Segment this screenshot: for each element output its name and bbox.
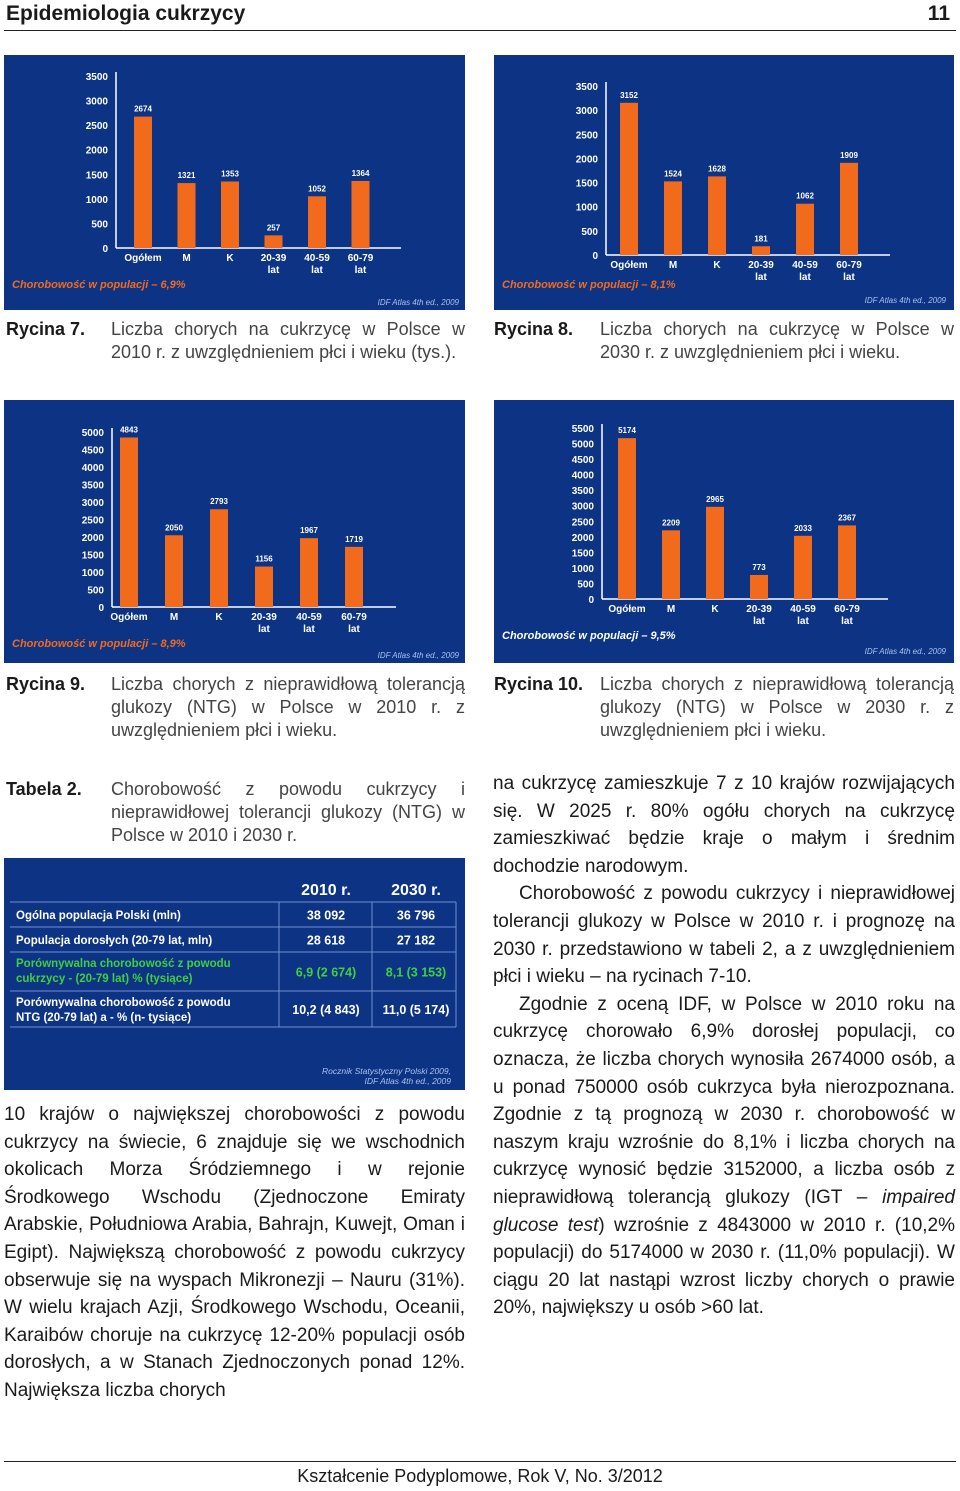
x-tick-label: 20-39	[251, 612, 277, 623]
bar-3	[752, 246, 770, 255]
x-tick-label: K	[226, 253, 234, 264]
bar-2	[210, 509, 228, 607]
x-tick-label: K	[215, 612, 223, 623]
bar-0	[618, 438, 636, 599]
y-tick-label: 2000	[575, 154, 598, 166]
x-tick-label-unit: lat	[267, 265, 280, 276]
bar-1	[178, 183, 196, 248]
table-cell-2010: 28 618	[306, 933, 346, 948]
table-cell-2010: 6,9 (2 674)	[295, 965, 357, 980]
table-source-note: Rocznik Statystyczny Polski 2009,	[322, 1066, 451, 1076]
figure-10-svg	[494, 400, 954, 663]
y-tick-label: 4000	[571, 470, 594, 482]
data-label: 1967	[300, 526, 318, 536]
y-tick-label: 3000	[81, 498, 104, 509]
body-paragraph: na cukrzycę zamieszkuje 7 z 10 krajów rozwijających się. W 2025 r. 80% ogółu chorych na cukrzycę zamieszkiwać będzie kraje o małym i średnim dochodzie narodowym.	[493, 773, 955, 877]
y-tick-label: 500	[581, 226, 598, 238]
data-label: 1156	[255, 554, 273, 564]
bar-2	[708, 176, 726, 255]
x-tick-label: Ogółem	[610, 260, 648, 271]
table-cell-2030: 8,1 (3 153)	[385, 965, 447, 980]
bar-4	[308, 196, 326, 248]
data-label: 1719	[345, 534, 363, 544]
y-tick-label: 2500	[575, 130, 598, 142]
y-tick-label: 1500	[81, 550, 104, 562]
body-paragraph	[493, 991, 955, 1322]
bar-1	[662, 530, 680, 599]
source-note: IDF Atlas 4th ed., 2009	[377, 298, 459, 307]
y-tick-label: 4000	[81, 463, 104, 474]
y-tick-label: 2000	[571, 532, 594, 544]
y-tick-label: 1000	[571, 563, 594, 575]
data-label: 181	[754, 234, 768, 244]
x-tick-label: K	[711, 604, 719, 615]
figure-10-caption-text: Liczba chorych z nieprawidłową tolerancją glukozy (NTG) w Polsce w 2030 r. z uwzględnieniem płci i wieku.	[600, 674, 954, 740]
y-tick-label: 4500	[571, 455, 594, 467]
x-tick-label-unit: lat	[258, 624, 270, 635]
bar-4	[796, 204, 814, 255]
x-tick-label: Ogółem	[124, 253, 162, 264]
data-label: 3152	[620, 90, 638, 100]
table-2-caption	[6, 778, 465, 850]
table-cell-2030: 27 182	[396, 933, 436, 948]
figure-10-label: Rycina 10.	[494, 674, 584, 694]
x-tick-label: 20-39	[260, 253, 287, 264]
y-tick-label: 2500	[85, 121, 108, 133]
x-tick-label-unit: lat	[348, 624, 360, 635]
y-tick-label: 1000	[575, 202, 598, 214]
y-tick-label: 1000	[85, 194, 108, 206]
body-paragraph: Chorobowość z powodu cukrzycy i nieprawidłowej tolerancji glukozy w Polsce w 2010 r. i prognozę na 2030 r. przedstawiono w tabeli 2, a z uwzględnieniem płci i wieku – na rycinach 7-10.	[493, 883, 955, 988]
data-label: 2050	[165, 523, 183, 533]
x-tick-label-unit: lat	[843, 272, 855, 283]
x-tick-label: M	[169, 612, 179, 623]
bar-5	[840, 163, 858, 255]
figure-9-chart	[4, 400, 465, 663]
x-tick-label-unit: lat	[797, 616, 809, 627]
data-label: 1062	[796, 191, 814, 201]
footer: Kształcenie Podyplomowe, Rok V, No. 3/2012	[297, 1466, 663, 1486]
y-tick-label: 2000	[85, 145, 108, 157]
data-label: 1052	[308, 184, 326, 194]
y-tick-label: 5000	[81, 428, 104, 439]
bar-5	[838, 525, 856, 599]
bar-0	[134, 117, 152, 248]
table-cell-2010: 38 092	[306, 908, 346, 923]
figure-7-svg	[4, 55, 465, 310]
x-tick-label-unit: lat	[303, 624, 315, 635]
data-label: 2965	[706, 494, 724, 504]
figure-8-label: Rycina 8.	[494, 319, 574, 339]
body-column-left	[4, 1101, 465, 1405]
table-cell-2010: 10,2 (4 843)	[292, 1003, 360, 1017]
x-tick-label: 60-79	[341, 612, 367, 623]
body-column-right	[493, 770, 955, 1322]
figure-10-caption	[494, 673, 954, 768]
x-tick-label: 60-79	[836, 260, 862, 271]
y-tick-label: 5000	[571, 439, 594, 451]
table-row-label: Ogólna populacja Polski (mln)	[16, 910, 181, 922]
table-2	[4, 858, 465, 1090]
x-tick-label: K	[713, 260, 721, 271]
table-row-label: NTG (20-79 lat) a - % (n- tysiące)	[16, 1012, 192, 1024]
bar-3	[750, 575, 768, 599]
figure-9-caption-text: Liczba chorych z nieprawidłową tolerancją glukozy (NTG) w Polsce w 2010 r. z uwzględnieniem płci i wieku.	[111, 674, 465, 740]
table-row-label: Porównywalna chorobowość z powodu	[16, 997, 231, 1009]
y-tick-label: 0	[102, 244, 108, 255]
bar-2	[706, 507, 724, 599]
table-cell-2030: 36 796	[396, 908, 436, 923]
data-label: 1909	[840, 150, 858, 160]
figure-7-caption	[6, 318, 465, 390]
data-label: 2793	[210, 497, 228, 507]
y-tick-label: 3000	[575, 106, 598, 118]
table-2-label: Tabela 2.	[6, 779, 82, 799]
data-label: 773	[752, 562, 766, 572]
y-tick-label: 3000	[571, 501, 594, 513]
x-tick-label: M	[666, 604, 676, 615]
running-header-title: Epidemiologia cukrzycy	[6, 2, 246, 25]
table-source-note: IDF Atlas 4th ed., 2009	[364, 1076, 451, 1086]
bar-2	[221, 182, 239, 248]
x-tick-label: 40-59	[304, 253, 330, 264]
bar-1	[165, 535, 183, 607]
y-tick-label: 5500	[571, 424, 594, 435]
column-header: 2010 r.	[301, 882, 351, 899]
figure-7-caption-text: Liczba chorych na cukrzycę w Polsce w 2010 r. z uwzględnieniem płci i wieku (tys.).	[111, 319, 465, 362]
source-note: IDF Atlas 4th ed., 2009	[864, 647, 946, 656]
data-label: 2367	[838, 513, 856, 523]
data-label: 4843	[120, 425, 138, 435]
bar-0	[120, 437, 138, 607]
table-row-label: Populacja dorosłych (20-79 lat, mln)	[16, 935, 213, 947]
x-tick-label-unit: lat	[799, 272, 811, 283]
body-text-span: ) wzrośnie z 4843000 w 2010 r. (10,2% populacji) do 5174000 w 2030 r. (11,0% populacji). W ciągu 20 lat nastąpi wzrost liczby chorych o prawie 20%, największy u osób >60 lat.	[493, 1214, 955, 1319]
figure-9-caption	[6, 673, 465, 768]
bar-3	[255, 567, 273, 607]
x-tick-label: 20-39	[748, 260, 774, 271]
source-note: IDF Atlas 4th ed., 2009	[377, 651, 459, 660]
figure-10-chart	[494, 400, 954, 663]
y-tick-label: 0	[98, 603, 104, 614]
y-tick-label: 3500	[81, 480, 104, 492]
x-tick-label: 40-59	[792, 260, 818, 271]
bar-5	[345, 547, 363, 607]
y-tick-label: 1000	[81, 568, 104, 579]
bar-0	[620, 103, 638, 255]
figure-7-chart	[4, 55, 465, 310]
y-tick-label: 3500	[85, 72, 108, 83]
data-label: 1321	[177, 171, 196, 181]
y-tick-label: 2500	[571, 517, 594, 529]
x-tick-label-unit: lat	[841, 616, 853, 627]
y-tick-label: 3500	[571, 486, 594, 498]
y-tick-label: 0	[588, 595, 594, 606]
prevalence-annotation: Chorobowość w populacji – 6,9%	[12, 279, 186, 291]
table-row-label: Porównywalna chorobowość z powodu	[16, 958, 231, 970]
y-tick-label: 2000	[81, 533, 104, 544]
x-tick-label: 40-59	[790, 604, 816, 615]
table-2-caption-text: Chorobowość z powodu cukrzycy i nieprawidłowej tolerancji glukozy (NTG) w Polsce w 2010 i 2030 r.	[111, 779, 465, 845]
prevalence-annotation: Chorobowość w populacji – 8,1%	[502, 279, 676, 291]
bar-5	[352, 181, 370, 248]
data-label: 2033	[794, 523, 812, 533]
y-tick-label: 1500	[575, 178, 598, 190]
table-2-svg	[4, 858, 465, 1090]
y-tick-label: 500	[87, 585, 104, 597]
x-tick-label: Ogółem	[110, 612, 148, 623]
source-note: IDF Atlas 4th ed., 2009	[864, 296, 946, 305]
x-tick-label-unit: lat	[755, 272, 767, 283]
figure-9-label: Rycina 9.	[6, 674, 86, 694]
x-tick-label-unit: lat	[354, 265, 367, 276]
table-cell-2030: 11,0 (5 174)	[382, 1003, 450, 1017]
y-tick-label: 0	[592, 251, 598, 262]
body-text-span: Zgodnie z oceną IDF, w Polsce w 2010 roku na cukrzycę chorowało 6,9% dorosłej populacji, co oznacza, że liczba chorych wynosiła 2674000 osób, a u ponad 750000 osób cukrzyca była nierozpoznana. Zgodnie z tą prognozą w 2030 r. chorobowość w naszym kraju wzrośnie do 8,1% i liczba chorych na cukrzycę wynosić będzie 3152000, a liczba osób z nieprawidłową tolerancją glukozy (IGT –	[493, 993, 955, 1208]
column-header: 2030 r.	[391, 882, 441, 899]
figure-7-label: Rycina 7.	[6, 319, 86, 339]
y-tick-label: 4500	[81, 445, 104, 457]
y-tick-label: 500	[577, 579, 594, 591]
x-tick-label: M	[182, 253, 191, 264]
bar-4	[300, 538, 318, 607]
bar-1	[664, 181, 682, 255]
figure-8-caption	[494, 318, 954, 390]
y-tick-label: 3500	[575, 82, 598, 93]
y-tick-label: 1500	[85, 170, 108, 182]
figure-8-svg	[494, 55, 954, 310]
data-label: 2674	[134, 104, 152, 114]
body-text-italic: impaired glucose test	[493, 1186, 955, 1236]
bar-4	[794, 536, 812, 599]
x-tick-label: 60-79	[347, 253, 374, 264]
x-tick-label-unit: lat	[311, 265, 323, 276]
prevalence-annotation: Chorobowość w populacji – 9,5%	[502, 630, 676, 642]
x-tick-label-unit: lat	[753, 616, 765, 627]
footer-rule	[4, 1461, 956, 1462]
y-tick-label: 2500	[81, 515, 104, 527]
figure-9-svg	[4, 400, 465, 663]
data-label: 257	[266, 223, 281, 233]
data-label: 1364	[351, 168, 370, 178]
x-tick-label: 60-79	[834, 604, 860, 615]
data-label: 5174	[618, 426, 636, 436]
data-label: 1524	[664, 169, 682, 179]
figure-8-chart	[494, 55, 954, 310]
x-tick-label: 20-39	[746, 604, 772, 615]
x-tick-label: 40-59	[296, 612, 322, 623]
header-rule	[4, 30, 956, 31]
bar-3	[265, 235, 283, 248]
table-row-label: cukrzycy - (20-79 lat) % (tysiące)	[16, 973, 193, 985]
x-tick-label: Ogółem	[608, 604, 646, 615]
data-label: 1353	[221, 169, 239, 179]
body-paragraph: 10 krajów o największej chorobowości z powodu cukrzycy na świecie, 6 znajduje się we wschodnich okolicach Morza Śródziemnego i w rejonie Środkowego Wschodu (Zjednoczone Emiraty Arabskie, Południowa Arabia, Bahrajn, Kuwejt, Oman i Egipt). Największą chorobowość z powodu cukrzycy obserwuje się na wyspach Mikronezji – Nauru (31%). W wielu krajach Azji, Środkowego Wschodu, Oceanii, Karaibów choruje na cukrzycę 12-20% populacji osób dorosłych, a w Stanach Zjednoczonych ponad 12%. Największa liczba chorych	[4, 1104, 465, 1401]
y-tick-label: 500	[91, 219, 108, 231]
prevalence-annotation: Chorobowość w populacji – 8,9%	[12, 638, 186, 650]
y-tick-label: 1500	[571, 548, 594, 560]
page-number: 11	[927, 2, 950, 25]
data-label: 1628	[708, 164, 726, 174]
data-label: 2209	[662, 518, 680, 528]
figure-8-caption-text: Liczba chorych na cukrzycę w Polsce w 2030 r. z uwzględnieniem płci i wieku.	[600, 319, 954, 362]
x-tick-label: M	[668, 260, 678, 271]
y-tick-label: 3000	[85, 96, 108, 108]
